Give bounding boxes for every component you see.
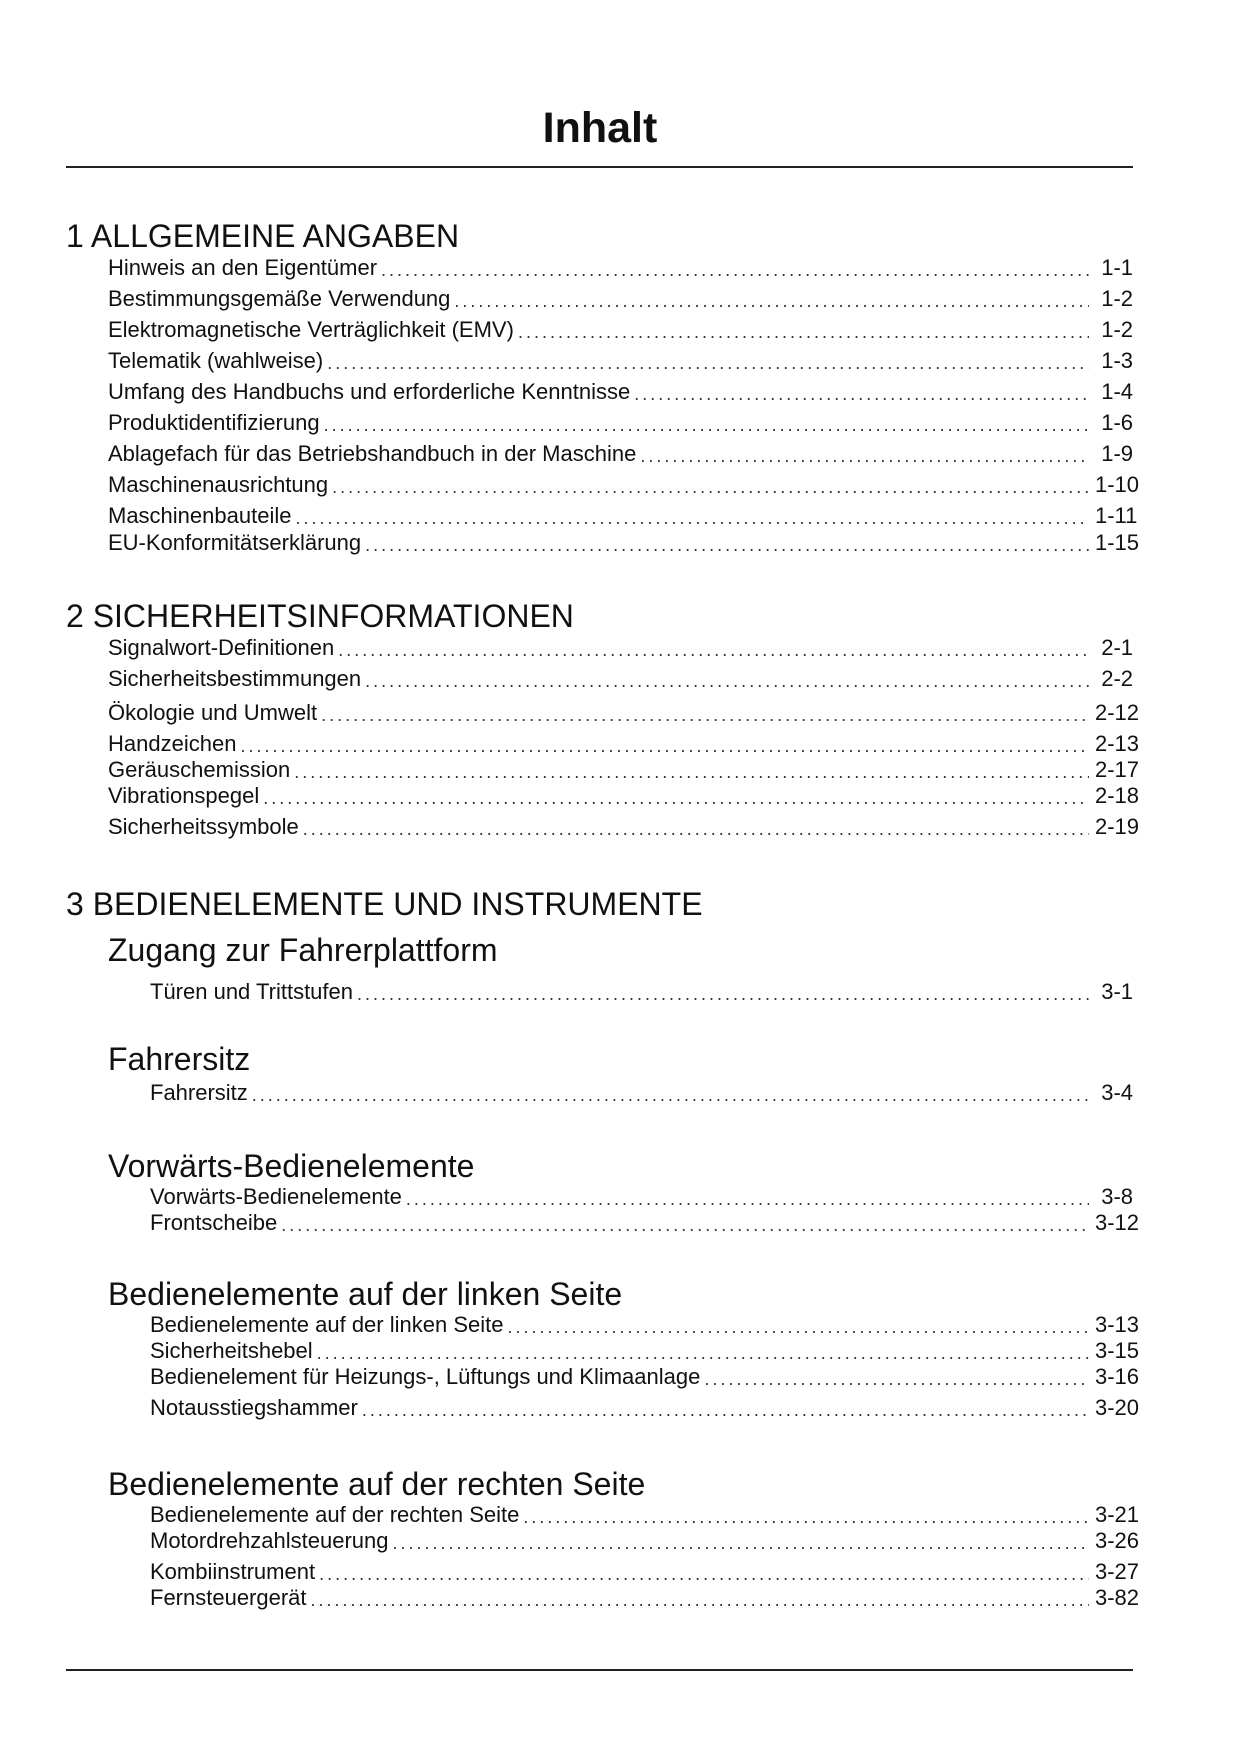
toc-entry-page: 1-15 <box>1095 530 1140 555</box>
page-title: Inhalt <box>542 104 658 152</box>
dot-leader <box>263 787 1089 809</box>
chapter-heading-3: 3 BEDIENELEMENTE UND INSTRUMENTE <box>66 886 703 922</box>
toc-entry-page: 1-3 <box>1101 348 1133 373</box>
toc-entry-label: Notausstiegshammer <box>150 1395 358 1420</box>
toc-entry-page: 3-27 <box>1095 1559 1140 1584</box>
toc-entry-label: Handzeichen <box>108 731 237 756</box>
toc-entry[interactable] <box>108 286 1133 312</box>
toc-entry-label: Kombiinstrument <box>150 1559 316 1584</box>
toc-entry-page: 3-15 <box>1095 1338 1140 1363</box>
toc-entry-label: Maschinenbauteile <box>108 503 292 528</box>
dot-leader <box>381 259 1089 281</box>
toc-entry-page: 2-17 <box>1095 757 1140 782</box>
dot-leader <box>523 1506 1089 1528</box>
dot-leader <box>640 445 1089 467</box>
toc-entry-label: Bedienelemente auf der rechten Seite <box>150 1502 520 1527</box>
dot-leader <box>357 983 1089 1005</box>
dot-leader <box>321 704 1089 726</box>
toc-entry-label: Umfang des Handbuchs und erforderliche Kenntnisse <box>108 379 631 404</box>
dot-leader <box>365 534 1089 556</box>
dot-leader <box>311 1589 1089 1611</box>
toc-entry-label: Vorwärts-Bedienelemente <box>150 1184 402 1209</box>
dot-leader <box>303 818 1089 840</box>
toc-entry-page: 3-1 <box>1101 979 1133 1004</box>
toc-entry-page: 3-20 <box>1095 1395 1140 1420</box>
dot-leader <box>338 639 1089 661</box>
toc-entry-page: 3-4 <box>1101 1080 1133 1105</box>
toc-entry[interactable] <box>108 503 1138 529</box>
toc-entry[interactable] <box>108 348 1133 374</box>
toc-entry-page: 2-13 <box>1095 731 1140 756</box>
toc-entry-page: 3-21 <box>1095 1502 1140 1527</box>
toc-entry[interactable] <box>150 979 1133 1005</box>
toc-entry-label: Bedienelemente auf der linken Seite <box>150 1312 504 1337</box>
toc-entry[interactable] <box>108 757 1140 783</box>
toc-entry[interactable] <box>150 1338 1140 1364</box>
toc-entry-label: Ökologie und Umwelt <box>108 700 318 725</box>
toc-entry-page: 1-6 <box>1101 410 1133 435</box>
toc-entry[interactable] <box>108 379 1133 405</box>
section-heading: Vorwärts-Bedienelemente <box>108 1148 475 1184</box>
dot-leader <box>704 1368 1089 1390</box>
toc-entry[interactable] <box>108 635 1133 661</box>
toc-entry-page: 2-2 <box>1101 666 1133 691</box>
toc-entry-page: 3-82 <box>1095 1585 1140 1610</box>
toc-entry-label: Produktidentifizierung <box>108 410 320 435</box>
toc-entry-label: Hinweis an den Eigentümer <box>108 255 378 280</box>
toc-entry[interactable] <box>108 700 1140 726</box>
dot-leader <box>634 383 1089 405</box>
dot-leader <box>294 761 1089 783</box>
dot-leader <box>281 1214 1089 1236</box>
dot-leader <box>365 670 1089 692</box>
toc-entry[interactable] <box>108 731 1140 757</box>
toc-entry[interactable] <box>108 814 1140 840</box>
toc-entry-page: 3-8 <box>1101 1184 1133 1209</box>
dot-leader <box>332 476 1089 498</box>
toc-entry-page: 2-19 <box>1095 814 1140 839</box>
toc-entry-label: Bestimmungsgemäße Verwendung <box>108 286 451 311</box>
toc-entry[interactable] <box>108 255 1133 281</box>
toc-entry[interactable] <box>108 317 1133 343</box>
toc-entry[interactable] <box>108 410 1133 436</box>
toc-entry-label: Vibrationspegel <box>108 783 260 808</box>
toc-entry-label: Motordrehzahlsteuerung <box>150 1528 389 1553</box>
toc-entry-label: Fahrersitz <box>150 1080 248 1105</box>
toc-entry-page: 1-1 <box>1101 255 1133 280</box>
toc-entry[interactable] <box>150 1210 1140 1236</box>
toc-entry[interactable] <box>150 1502 1140 1528</box>
toc-entry-label: Bedienelement für Heizungs-, Lüftungs und Klimaanlage <box>150 1364 701 1389</box>
toc-entry-page: 3-26 <box>1095 1528 1140 1553</box>
section-heading: Bedienelemente auf der rechten Seite <box>108 1466 646 1502</box>
dot-leader <box>518 321 1089 343</box>
section-heading: Bedienelemente auf der linken Seite <box>108 1276 623 1312</box>
toc-entry-page: 1-2 <box>1101 286 1133 311</box>
toc-entry-page: 1-9 <box>1101 441 1133 466</box>
dot-leader <box>327 352 1089 374</box>
toc-entry-page: 2-18 <box>1095 783 1140 808</box>
toc-entry-label: Sicherheitsbestimmungen <box>108 666 362 691</box>
dot-leader <box>252 1084 1089 1106</box>
dot-leader <box>406 1188 1089 1210</box>
dot-leader <box>295 507 1089 529</box>
toc-entry-label: Sicherheitssymbole <box>108 814 299 839</box>
section-heading: Fahrersitz <box>108 1041 251 1077</box>
toc-entry[interactable] <box>108 783 1140 809</box>
toc-entry-page: 1-10 <box>1095 472 1140 497</box>
toc-entry-page: 1-11 <box>1095 503 1138 528</box>
section-heading: Zugang zur Fahrerplattform <box>108 932 498 968</box>
dot-leader <box>362 1399 1089 1421</box>
toc-entry[interactable] <box>150 1528 1140 1554</box>
toc-entry-label: Sicherheitshebel <box>150 1338 313 1363</box>
toc-entry-page: 2-12 <box>1095 700 1140 725</box>
toc-entry-label: Ablagefach für das Betriebshandbuch in der Maschine <box>108 441 637 466</box>
toc-entry-page: 1-2 <box>1101 317 1133 342</box>
toc-entry-page: 1-4 <box>1101 379 1133 404</box>
toc-entry[interactable] <box>150 1585 1140 1611</box>
dot-leader <box>324 414 1089 436</box>
toc-entry-page: 3-12 <box>1095 1210 1140 1235</box>
chapter-heading-2: 2 SICHERHEITSINFORMATIONEN <box>66 598 574 634</box>
toc-entry-label: Türen und Trittstufen <box>150 979 353 1004</box>
toc-entry[interactable] <box>108 530 1140 556</box>
toc-entry-label: Signalwort-Definitionen <box>108 635 335 660</box>
chapter-heading-1: 1 ALLGEMEINE ANGABEN <box>66 218 460 254</box>
toc-entry[interactable] <box>150 1395 1140 1421</box>
toc-entry-page: 3-13 <box>1095 1312 1140 1337</box>
toc-entry[interactable] <box>108 666 1133 692</box>
toc-entry-label: Elektromagnetische Verträglichkeit (EMV) <box>108 317 514 342</box>
toc-entry-label: Telematik (wahlweise) <box>108 348 324 373</box>
toc-entry[interactable] <box>108 472 1140 498</box>
toc-entry-label: Geräuschemission <box>108 757 291 782</box>
dot-leader <box>317 1342 1089 1364</box>
toc-entry[interactable] <box>108 441 1133 467</box>
toc-entry[interactable] <box>150 1312 1140 1338</box>
top-divider <box>66 166 1133 168</box>
dot-leader <box>392 1532 1089 1554</box>
dot-leader <box>507 1316 1089 1338</box>
toc-entry[interactable] <box>150 1184 1133 1210</box>
toc-entry-label: Fernsteuergerät <box>150 1585 307 1610</box>
dot-leader <box>319 1563 1089 1585</box>
bottom-divider <box>66 1669 1133 1671</box>
toc-entry[interactable] <box>150 1080 1133 1106</box>
toc-entry-label: Maschinenausrichtung <box>108 472 329 497</box>
toc-entry-label: EU-Konformitätserklärung <box>108 530 362 555</box>
toc-entry-label: Frontscheibe <box>150 1210 278 1235</box>
toc-entry[interactable] <box>150 1559 1140 1585</box>
toc-entry-page: 2-1 <box>1101 635 1133 660</box>
toc-entry-page: 3-16 <box>1095 1364 1140 1389</box>
toc-entry[interactable] <box>150 1364 1140 1390</box>
dot-leader <box>240 735 1089 757</box>
dot-leader <box>454 290 1089 312</box>
